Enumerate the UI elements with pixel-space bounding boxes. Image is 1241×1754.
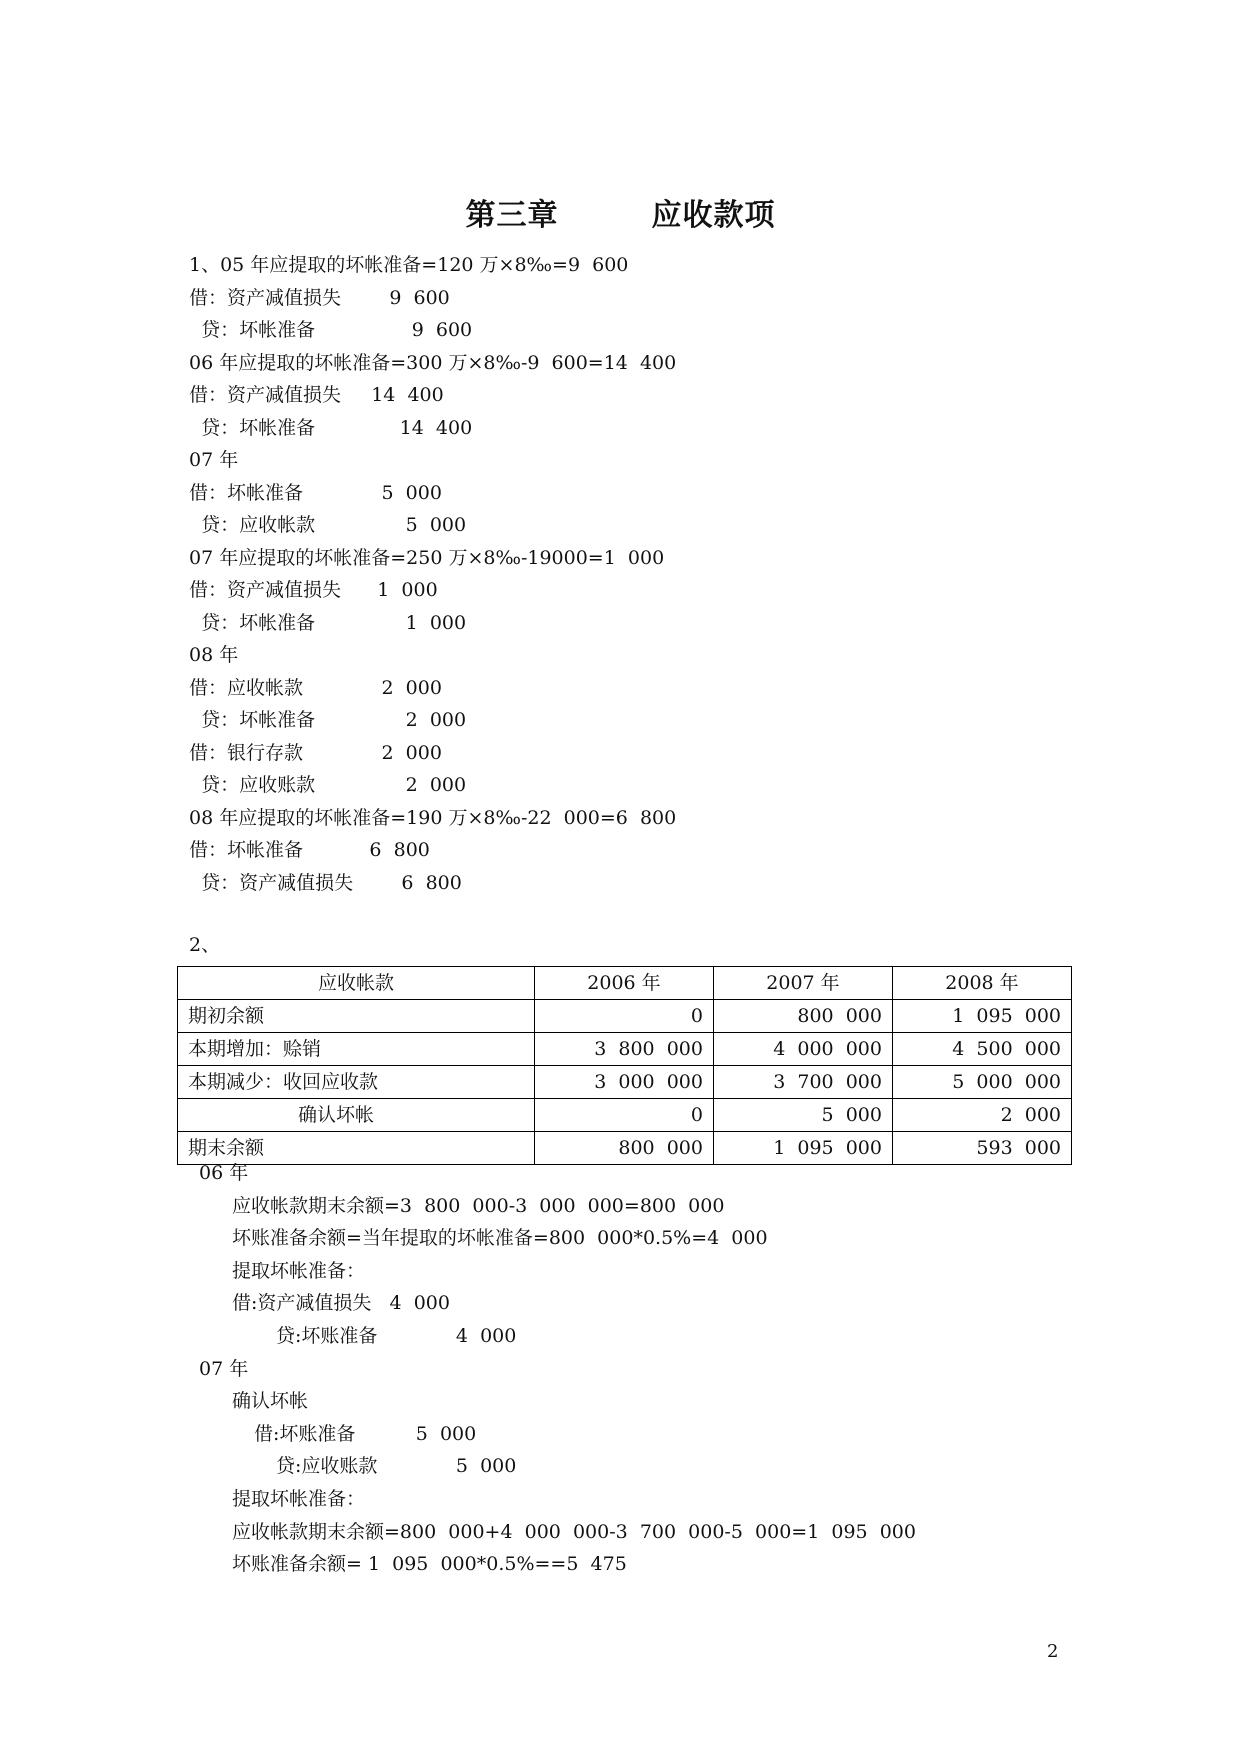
- row-label: 期初余额: [178, 1000, 535, 1033]
- table-row: [178, 1066, 1072, 1099]
- table-cell: 3 800 000: [534, 1033, 713, 1066]
- table-cell: 800 000: [534, 1132, 713, 1165]
- table-cell: 5 000: [713, 1099, 892, 1132]
- entry-line: 借：资产减值损失 1 000: [189, 579, 438, 601]
- row-label: 期末余额: [178, 1132, 535, 1165]
- section-2-label: 2、: [189, 934, 221, 956]
- calc-line: 提取坏帐准备：: [232, 1259, 366, 1282]
- table-cell: 5 000 000: [892, 1066, 1071, 1099]
- calc-line: 坏账准备余额= 1 095 000*0.5%==5 475: [232, 1553, 627, 1576]
- table-cell: 1 095 000: [892, 1000, 1071, 1033]
- entry-line: 借：坏帐准备 5 000: [189, 481, 442, 504]
- page-number: 2: [1047, 1641, 1059, 1662]
- table-cell: 593 000: [892, 1132, 1071, 1165]
- header-cell: 2007 年: [713, 967, 892, 1000]
- header-cell: 2008 年: [892, 967, 1071, 1000]
- row-label: 确认坏帐: [178, 1099, 535, 1132]
- receivables-table: [177, 966, 1072, 1165]
- calc-line: 07 年: [199, 1357, 249, 1380]
- entry-line: 1、05 年应提取的坏帐准备=120 万×8‰=9 600: [189, 254, 629, 276]
- row-label: 本期减少：收回应收款: [178, 1066, 535, 1099]
- entry-line: 07 年: [189, 449, 239, 471]
- calc-line: 坏账准备余额=当年提取的坏帐准备=800 000*0.5%=4 000: [232, 1227, 768, 1250]
- table-cell: 3 000 000: [534, 1066, 713, 1099]
- table-cell: 3 700 000: [713, 1066, 892, 1099]
- calc-line: 借:资产减值损失 4 000: [232, 1292, 450, 1315]
- entry-line: 贷：应收帐款 5 000: [189, 514, 467, 536]
- entry-line: 贷：坏帐准备 1 000: [189, 611, 467, 634]
- entry-line: 借：资产减值损失 14 400: [189, 384, 444, 406]
- table-cell: 800 000: [713, 1000, 892, 1033]
- table-cell: 4 000 000: [713, 1033, 892, 1066]
- row-label: 本期增加：赊销: [178, 1033, 535, 1066]
- calc-line: 应收帐款期末余额=3 800 000-3 000 000=800 000: [232, 1194, 725, 1217]
- entry-line: 借：坏帐准备 6 800: [189, 839, 430, 861]
- calc-line: 应收帐款期末余额=800 000+4 000 000-3 700 000-5 000=1 095 000: [232, 1520, 916, 1543]
- calc-line: 借:坏账准备 5 000: [254, 1422, 477, 1445]
- table-cell: 0: [534, 1099, 713, 1132]
- chapter-title: 第三章 应收款项: [465, 198, 776, 233]
- entry-line: 08 年: [189, 644, 239, 666]
- table-row: [178, 1000, 1072, 1033]
- entry-line: 07 年应提取的坏帐准备=250 万×8‰-19000=1 000: [189, 546, 665, 569]
- entry-line: 贷：资产减值损失 6 800: [189, 871, 462, 894]
- entry-line: 借：银行存款 2 000: [189, 741, 442, 764]
- calc-line: 贷:应收账款 5 000: [276, 1455, 517, 1478]
- table-row: [178, 1099, 1072, 1132]
- entry-line: 贷：坏帐准备 9 600: [189, 319, 473, 341]
- calc-line: 06 年: [199, 1162, 249, 1184]
- table-cell: 0: [534, 1000, 713, 1033]
- calc-line: 贷:坏账准备 4 000: [276, 1325, 517, 1347]
- entry-line: 贷：坏帐准备 2 000: [189, 709, 467, 731]
- table-cell: 2 000: [892, 1099, 1071, 1132]
- entry-line: 借：应收帐款 2 000: [189, 676, 442, 699]
- table-cell: 4 500 000: [892, 1033, 1071, 1066]
- calc-line: 提取坏帐准备：: [232, 1488, 366, 1510]
- table-row: [178, 1033, 1072, 1066]
- table-header-row: [178, 967, 1072, 1000]
- table-row: [178, 1132, 1072, 1165]
- entry-line: 贷：坏帐准备 14 400: [189, 416, 473, 439]
- entry-line: 借：资产减值损失 9 600: [189, 286, 450, 309]
- calc-line: 确认坏帐: [232, 1390, 309, 1413]
- header-cell: 应收帐款: [178, 967, 535, 1000]
- entry-line: 06 年应提取的坏帐准备=300 万×8‰-9 600=14 400: [189, 351, 677, 374]
- entry-line: 贷：应收账款 2 000: [189, 774, 467, 796]
- table-cell: 1 095 000: [713, 1132, 892, 1165]
- header-cell: 2006 年: [534, 967, 713, 1000]
- entry-line: 08 年应提取的坏帐准备=190 万×8‰-22 000=6 800: [189, 806, 677, 829]
